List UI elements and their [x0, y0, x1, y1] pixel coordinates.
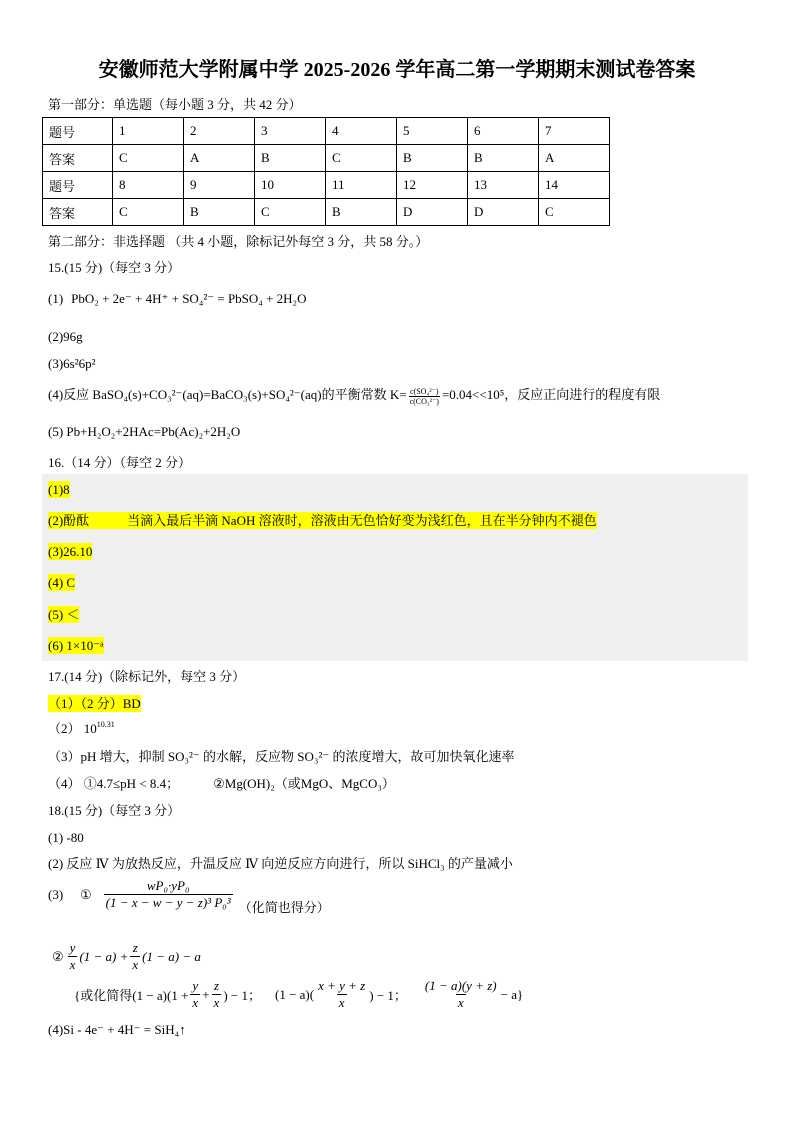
table-cell: D [468, 199, 539, 226]
highlighted-answer: (1)8 [48, 482, 70, 497]
table-cell: C [113, 145, 184, 172]
q18-answer-3-part-2 [52, 940, 201, 974]
fraction-denominator: x [69, 957, 76, 973]
table-cell: B [326, 199, 397, 226]
q17-answer-4 [48, 776, 395, 792]
fraction-numerator: y [192, 978, 199, 993]
q16-answer-1 [48, 482, 70, 498]
fraction-numerator: y [69, 940, 76, 955]
expression-text: (1 − a) + [79, 948, 129, 964]
table-cell: B [397, 145, 468, 172]
answer-text: ②Mg(OH)₂（或MgO、MgCO₃） [213, 776, 395, 791]
fraction [423, 978, 499, 1012]
q15-answer-2: (2)96g [48, 329, 83, 344]
answer-label: (1) [48, 291, 64, 306]
table-cell: A [184, 145, 255, 172]
table-cell: B [468, 145, 539, 172]
fraction [104, 878, 233, 912]
table-cell: A [539, 145, 610, 172]
table-row [43, 172, 610, 199]
q16-answer-4 [48, 575, 75, 591]
table-cell: 6 [468, 118, 539, 145]
table-cell: 4 [326, 118, 397, 145]
answer-label: (2)酚酞 [48, 513, 90, 528]
table-cell: 2 [184, 118, 255, 145]
fraction [68, 940, 78, 974]
answer-text: =0.04<<10⁵，反应正向进行的程度有限 [441, 387, 661, 402]
answer-label: (3) [48, 886, 64, 902]
fraction [316, 978, 367, 1012]
expression-text: ) − 1； [223, 988, 261, 1004]
q15-answer-3: (3)6s²6p² [48, 356, 96, 371]
expression-text: − a} [500, 986, 524, 1002]
fraction-denominator: x [457, 995, 464, 1011]
fraction-denominator: x [213, 995, 220, 1011]
q17-header: 17.(14 分)（除标记外，每空 3 分） [48, 669, 246, 684]
table-cell: 13 [468, 172, 539, 199]
q16-answer-2 [48, 513, 597, 529]
expression-text: (1 − a)( [275, 986, 315, 1002]
sub-answer-marker: ② [52, 948, 64, 964]
q16-answer-6 [48, 638, 104, 654]
q18-header: 18.(15 分)（每空 3 分） [48, 803, 181, 818]
table-cell: 11 [326, 172, 397, 199]
fraction-denominator: x [192, 995, 199, 1011]
q17-answer-3: （3）pH 增大，抑制 SO₃²⁻ 的水解，反应物 SO₃²⁻ 的浓度增大，故可加快氧化速率 [48, 749, 515, 764]
table-cell: C [539, 199, 610, 226]
fraction-numerator: z [132, 940, 138, 955]
fraction-denominator: (1 − x − w − y − z)³ P₀³ [105, 895, 231, 911]
table-cell: 12 [397, 172, 468, 199]
highlighted-answer: (3)26.10 [48, 544, 93, 559]
table-cell: 10 [255, 172, 326, 199]
answer-label: （2） [48, 721, 84, 736]
table-cell: 7 [539, 118, 610, 145]
row-label: 题号 [43, 118, 113, 145]
fraction-numerator: c(SO₄²⁻) [410, 386, 439, 396]
q18-answer-2: (2) 反应 Ⅳ 为放热反应，升温反应 Ⅳ 向逆反应方向进行，所以 SiHCl₃ 的产量减小 [48, 856, 513, 871]
table-cell: C [113, 199, 184, 226]
q16-shaded-block [42, 474, 748, 661]
fraction-numerator: z [213, 978, 219, 993]
fraction-numerator: x + y + z [318, 978, 366, 993]
fraction-numerator: wP₀·yP₀ [146, 878, 190, 893]
answer-text: （4） ①4.7≤pH < 8.4； [48, 776, 180, 791]
fraction-denominator: x [338, 995, 345, 1011]
table-cell: 5 [397, 118, 468, 145]
fraction-denominator: c(CO₃²⁻) [409, 396, 439, 406]
highlighted-answer: (4) C [48, 575, 76, 590]
fraction [130, 940, 140, 974]
row-label: 答案 [43, 199, 113, 226]
table-cell: C [255, 199, 326, 226]
expression-text: (1 − a) − a [142, 948, 201, 964]
q17-answer-1 [48, 696, 141, 712]
table-cell: B [184, 199, 255, 226]
highlighted-answer: （1）（2 分）BD [48, 696, 141, 711]
q16-header: 16.（14 分）（每空 2 分） [48, 455, 192, 470]
table-row [43, 145, 610, 172]
q18-answer-1: (1) -80 [48, 830, 84, 845]
power-base: 10 [83, 721, 97, 736]
table-cell: 14 [539, 172, 610, 199]
q18-answer-3-simplified [74, 978, 523, 1012]
table-cell: C [326, 145, 397, 172]
power-exponent: 10.31 [96, 720, 115, 729]
table-cell: D [397, 199, 468, 226]
fraction [190, 978, 200, 1012]
table-cell: 3 [255, 118, 326, 145]
answer-table [42, 117, 610, 226]
highlighted-answer: (5) ＜ [48, 607, 80, 622]
q15-answer-5: (5) Pb+H₂O₂+2HAc=Pb(Ac)₂+2H₂O [48, 424, 241, 439]
q18-answer-3-part-1 [48, 878, 330, 915]
highlighted-answer [48, 512, 597, 529]
table-row [43, 199, 610, 226]
table-row [43, 118, 610, 145]
table-cell: 9 [184, 172, 255, 199]
sub-answer-marker: ① [80, 886, 92, 902]
fraction-numerator: (1 − a)(y + z) [424, 978, 497, 993]
fraction [409, 387, 440, 406]
equation: PbO₂ + 2e⁻ + 4H⁺ + SO₄²⁻ = PbSO₄ + 2H₂O [71, 291, 307, 306]
expression-text: ) − 1； [369, 988, 407, 1004]
table-cell: 1 [113, 118, 184, 145]
q15-header: 15.(15 分)（每空 3 分） [48, 260, 181, 275]
q16-answer-3 [48, 544, 92, 560]
row-label: 题号 [43, 172, 113, 199]
expression-text: + [202, 986, 210, 1002]
q17-answer-2 [48, 721, 115, 737]
table-cell: 8 [113, 172, 184, 199]
q15-answer-1 [48, 291, 306, 307]
answer-text: (4)反应 BaSO₄(s)+CO₃²⁻(aq)=BaCO₃(s)+SO₄²⁻(aq)的平衡常数 K= [48, 387, 407, 402]
fraction-denominator: x [132, 957, 139, 973]
q18-answer-4: (4)Si - 4e⁻ + 4H⁻ = SiH₄↑ [48, 1022, 186, 1037]
highlighted-answer: (6) 1×10⁻ᵃ [48, 638, 104, 653]
table-cell: B [255, 145, 326, 172]
part2-heading: 第二部分：非选择题 （共 4 小题，除标记外每空 3 分，共 58 分。） [48, 234, 429, 249]
expression-text: {或化简得(1 − a)(1 + [74, 988, 189, 1004]
page-title: 安徽师范大学附属中学 2025-2026 学年高二第一学期期末测试卷答案 [98, 59, 696, 81]
part1-heading: 第一部分：单选题（每小题 3 分，共 42 分） [48, 97, 302, 112]
row-label: 答案 [43, 145, 113, 172]
answer-text: 当滴入最后半滴 NaOH 溶液时，溶液由无色恰好变为浅红色，且在半分钟内不褪色 [127, 513, 597, 528]
fraction [212, 978, 222, 1012]
answer-note: （化简也得分） [238, 899, 330, 915]
q15-answer-4 [48, 385, 660, 406]
q16-answer-5 [48, 607, 79, 623]
